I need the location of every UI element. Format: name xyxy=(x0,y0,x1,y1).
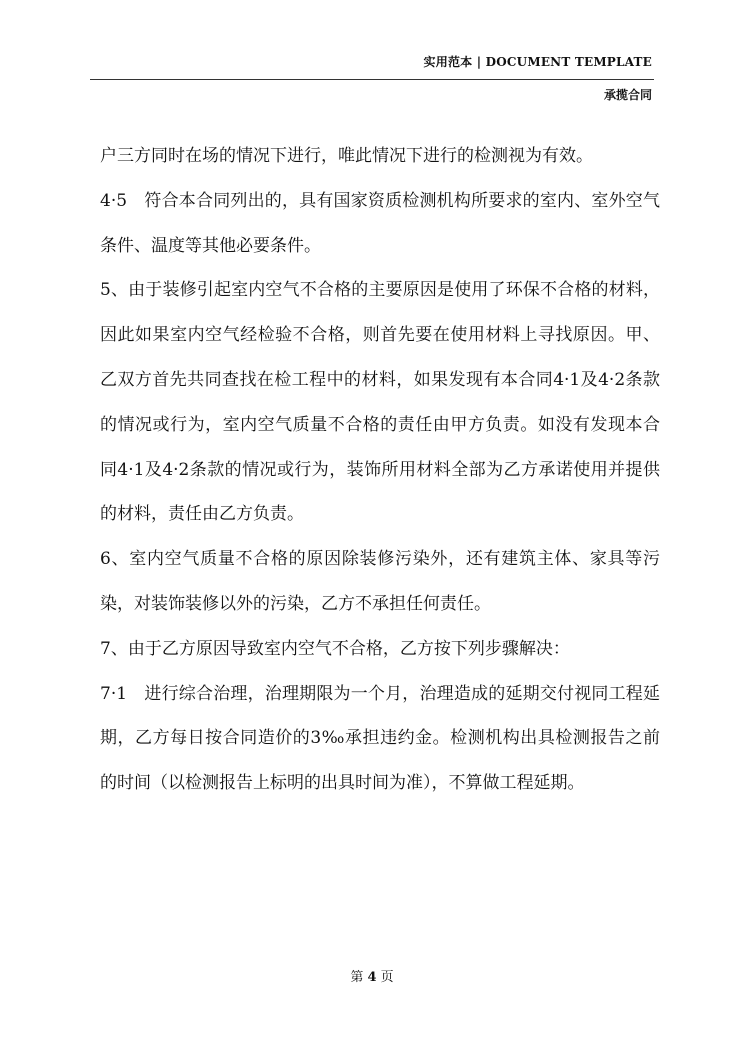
page-footer xyxy=(0,966,744,985)
header-subtitle: 承揽合同 xyxy=(603,88,652,102)
paragraph-7-1: 7·1 进行综合治理，治理期限为一个月，治理造成的延期交付视同工程延期，乙方每日按合同造价的3‰承担违约金。检测机构出具检测报告之前的时间（以检测报告上标明的出具时间为准），不算做工程延期。 xyxy=(100,683,660,794)
header-title: 实用范本 | DOCUMENT TEMPLATE xyxy=(423,55,652,69)
page-footer-prefix: 第 xyxy=(350,970,364,985)
page-footer-suffix: 页 xyxy=(380,970,394,985)
paragraph-4-5: 4·5 符合本合同列出的，具有国家资质检测机构所要求的室内、室外空气条件、温度等其他必要条件。 xyxy=(100,190,660,256)
paragraph-5: 5、由于装修引起室内空气不合格的主要原因是使用了环保不合格的材料，因此如果室内空气经检验不合格，则首先要在使用材料上寻找原因。甲、乙双方首先共同查找在检工程中的材料，如果发现有本合同4·1及4·2条款的情况或行为，室内空气质量不合格的责任由甲方负责。如没有发现本合同4·1及4·2条款的情况或行为，装饰所用材料全部为乙方承诺使用并提供的材料，责任由乙方负责。 xyxy=(100,280,660,525)
page-number: 4 xyxy=(367,970,377,985)
paragraph-7: 7、由于乙方原因导致室内空气不合格，乙方按下列步骤解决： xyxy=(100,638,570,659)
document-body xyxy=(100,134,660,806)
paragraph-6: 6、室内空气质量不合格的原因除装修污染外，还有建筑主体、家具等污染，对装饰装修以外的污染，乙方不承担任何责任。 xyxy=(100,549,660,614)
header-divider xyxy=(90,79,654,80)
paragraph-continuation: 户三方同时在场的情况下进行，唯此情况下进行的检测视为有效。 xyxy=(100,146,593,166)
